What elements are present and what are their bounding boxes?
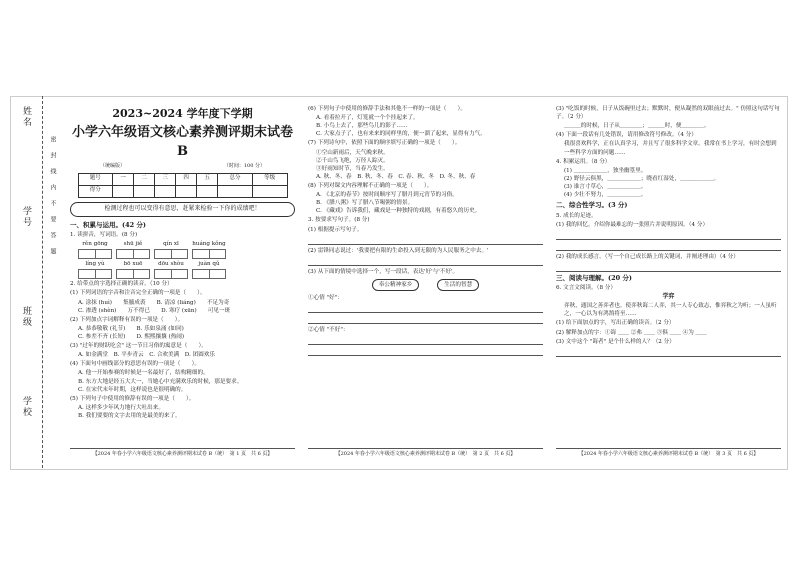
- pinyin: shū jiě: [123, 241, 143, 248]
- score-cell[interactable]: [218, 185, 253, 197]
- pinyin: dōu shòu: [158, 261, 184, 268]
- question: (2) 下列加点字词解释有误的一项是（ ）。: [70, 316, 184, 323]
- answer-line[interactable]: [308, 304, 543, 313]
- score-cell[interactable]: [252, 185, 287, 197]
- answer-prompt: ①心情 "好"：: [308, 294, 343, 301]
- year-title: 2023~2024 学年度下学期: [112, 107, 253, 120]
- score-header-cell: 总分: [218, 173, 253, 185]
- score-header-row: [78, 173, 287, 185]
- score-cell[interactable]: [113, 185, 134, 197]
- page-footer: 【2024 年春小学六年级语文核心素养测评期末试卷 B（统） 第 3 页 共 6 页】: [556, 448, 781, 458]
- question: (3) 从下面的情境中选择一个，写一段话，表达'好'与'不好'。: [308, 268, 459, 275]
- exam-meta: [70, 163, 295, 170]
- section-heading: 一、积累与运用。(42 分): [70, 220, 146, 229]
- option-line: B. 东方大地是经五大大一，当她心中充满欢乐的时候，那是要求。: [78, 378, 243, 385]
- pinyin: líng yù: [85, 261, 105, 268]
- page-footer: 【2024 年春小学六年级语文核心素养测评期末试卷 B（统） 第 2 页 共 6 页】: [308, 448, 543, 458]
- name-label: 姓名: [21, 106, 31, 128]
- fill-line[interactable]: ＿＿＿的时候，日子从＿＿＿＿；＿＿＿时，便＿＿＿＿。: [564, 123, 710, 130]
- question: (2) 我的成长感言。（写一个自己成长路上的关键词，并阐述理由）（4 分）: [556, 253, 739, 260]
- pinyin: qín xī: [163, 241, 179, 248]
- score-header-cell: 等级: [252, 173, 287, 185]
- option-line: A. 这样多少年风力地行大吐出来。: [78, 404, 164, 411]
- edition-label: （统编版）: [100, 162, 126, 169]
- question: (1) 给下面加点的字，写出正确的读音。（2 分）: [556, 320, 675, 327]
- fill-line[interactable]: (3) 谁言寸草心，＿＿＿＿＿＿。: [564, 183, 647, 190]
- exam-title: 小学六年级语文核心素养测评期末试卷 B: [71, 124, 293, 159]
- question: 6. 文言文阅读。（8 分）: [556, 285, 616, 292]
- passage-title: 学弈: [662, 293, 675, 301]
- pinyin: bō xuē: [123, 261, 143, 268]
- option-line: A. 恭恭敬敬 (礼节) B. 乐如泉涌 (如同): [78, 325, 184, 332]
- question: 3. 按要求写句子。(8 分): [308, 217, 370, 224]
- student-number-label: 学号: [21, 206, 31, 228]
- question: (1) 我的回忆。介绍你最难忘的一张照片并说明原因。（4 分）: [556, 221, 709, 228]
- prompt-pills: [308, 277, 543, 293]
- answer-line[interactable]: [308, 336, 543, 345]
- score-header-cell: 题号: [78, 173, 113, 185]
- pinyin: huáng kǒng: [192, 241, 226, 248]
- prompt-pill: 奉公精神家乡: [372, 279, 420, 291]
- class-label: 班级: [21, 306, 31, 328]
- school-label: 学校: [21, 396, 31, 418]
- writing-grid-row: [78, 269, 295, 279]
- option-line: A. 看着拉开了，灯笼就一个个挂起来了。: [316, 115, 419, 122]
- score-header-cell: 四: [176, 173, 197, 185]
- question: (2) 解释加点的字：①诲 ＿＿ ②弗 ＿＿ ③俱 ＿＿ ④为 ＿＿: [556, 329, 707, 336]
- page-1-column: [70, 104, 295, 460]
- question: (3) "吃饭的时候，日子从饭碗里过去；默默时，便从凝然的双眼前过去。" 仿照这句话写句子。（2 分）: [556, 106, 780, 121]
- pinyin-row: [78, 240, 295, 248]
- option-line: C. 《藏戏》告诉我们，藏戏是一种独特的戏剧，有着悠久的历史。: [316, 208, 481, 215]
- question: (4) 下面一段话有几处错误，请用修改符号修改。（4 分）: [556, 132, 697, 139]
- question: (1) 根据提示写句子。: [308, 226, 363, 233]
- question: (7) 下列诗句中，依照下面的顺序填写正确的一项是（ ）。: [308, 140, 461, 147]
- option-line: A. 秋、冬、春 B. 秋、冬、春 C. 春、秋、冬 D. 冬、秋、春: [316, 173, 476, 180]
- option-line: A. 他一开始参赛的时候是一名最好了，结构精细的。: [78, 370, 209, 377]
- score-cell[interactable]: [197, 185, 218, 197]
- option-line: C. 渗透 (shèn) 万不得已 D. 寒疗 (xūn) 可见一斑: [78, 307, 231, 314]
- time-label: （时间：100 分）: [223, 162, 265, 169]
- writing-box[interactable]: [78, 269, 112, 279]
- binding-margin: [14, 96, 70, 468]
- option-line: A. 如金满堂 B. 平步青云 C. 合欢美满 D. 团圆欢乐: [78, 352, 216, 359]
- question: 2. 给带点的字选择正确的读音。（10 分）: [70, 281, 173, 288]
- score-cell[interactable]: [155, 185, 176, 197]
- option-line: B. 小鸟上去了，那些鸟儿的影子……: [316, 123, 408, 130]
- option-line: B. 我们要要的文字去用的是最美的来了。: [78, 412, 181, 419]
- paragraph-text: 我很喜欢科学，正在认真学习，并且写了很多科学文章。我常在书上学习，有时会想到一些科学方面的问题……: [564, 141, 777, 156]
- question: (4) 下面句中画线部分的意思有误的一项是（ ）。: [70, 361, 200, 368]
- pinyin-row: [78, 260, 295, 268]
- option-line: A. 《北京的春节》按时间顺序写了腊月到元宵节的习俗。: [316, 192, 458, 199]
- answer-line[interactable]: [556, 242, 781, 251]
- writing-box[interactable]: [154, 269, 188, 279]
- answer-line[interactable]: [308, 236, 543, 245]
- writing-box[interactable]: [192, 249, 226, 259]
- question: (6) 下列句子中使用的修辞手法和其他不一样的一项是（ ）。: [308, 106, 466, 112]
- question: (8) 下列对课文内容理解不正确的一项是（ ）。: [308, 182, 433, 189]
- writing-box[interactable]: [116, 249, 150, 259]
- prompt-pill: 生活的智慧: [437, 279, 479, 291]
- answer-line[interactable]: [556, 263, 781, 272]
- option-line: C. 在宋代末年时期，这样说也是很明确的。: [78, 386, 187, 393]
- encouragement-banner: 检测过程也可以变得有意思，赶紧来检验一下你的成绩吧！: [70, 202, 295, 217]
- score-header-cell: 二: [134, 173, 155, 185]
- score-table: [78, 173, 288, 198]
- score-row-label: 得分: [78, 185, 113, 197]
- option-line: C. 参差不齐 (长短) D. 熙熙攘攘 (热闹): [78, 333, 185, 340]
- writing-box[interactable]: [192, 269, 226, 279]
- question: (1) 下列词语的字音和注音完全正确的一项是（ ）。: [70, 290, 206, 297]
- question: (3) 文中这个 "诲者" 是个什么样的人？（2 分）: [556, 338, 675, 345]
- question: (3) "过年的财跃吃会" 这一节日习俗的寓意是（ ）。: [70, 343, 207, 350]
- question: (5) 下列句子中使用的修辞有误的一项是（ ）。: [70, 395, 195, 402]
- pinyin: rěn gōng: [82, 241, 108, 248]
- score-cell[interactable]: [134, 185, 155, 197]
- page-3-column: [556, 104, 781, 460]
- answer-prompt: ②心情 "不好"：: [308, 327, 349, 334]
- fill-line[interactable]: (2) 野径云俱黑，＿＿＿＿＿＿；晓看红湿处，＿＿＿＿＿＿。: [564, 175, 720, 182]
- option-line: B. 《腊八粥》写了腊八节喝粥的情景。: [316, 200, 414, 207]
- page-2-column: [308, 104, 543, 460]
- option-line: A. 涂抹 (huì) 集腋成裘 B. 清凉 (liáng) 不足为奇: [78, 299, 230, 306]
- writing-box[interactable]: [154, 249, 188, 259]
- answer-line[interactable]: [308, 315, 543, 324]
- score-header-cell: 三: [155, 173, 176, 185]
- question: 5. 成长的足迹。: [556, 212, 597, 219]
- answer-line[interactable]: [308, 347, 543, 356]
- option-line: ②千山鸟飞绝，万径人踪灭。: [316, 157, 389, 164]
- section-heading: 三、阅读与理解。(20 分): [556, 273, 632, 282]
- question: (2) 雷锋同志说过：'我要把有限的生命投入到无限的为人民服务之中去。': [308, 247, 489, 254]
- writing-grid-row: [78, 249, 295, 259]
- passage-text: 弈秋，通国之善弈者也。使弈秋诲二人弈，其一人专心致志，惟弈秋之为听；一人虽听之，一心以为有鸿鹄将至……: [564, 303, 777, 318]
- seal-line: [42, 96, 43, 468]
- score-header-cell: 一: [113, 173, 134, 185]
- option-line: C. 大家点子了，也有来来的同样里的，便一溜了起来，显得有力气。: [316, 131, 486, 138]
- answer-line[interactable]: [556, 231, 781, 240]
- fill-line[interactable]: (4) 少壮不努力，＿＿＿＿＿＿。: [564, 192, 647, 199]
- question: 1. 读拼音，写词语。(8 分): [70, 231, 138, 238]
- score-value-row: [78, 185, 287, 197]
- pinyin: juàn qǔ: [198, 261, 220, 268]
- writing-box[interactable]: [78, 249, 112, 259]
- score-cell[interactable]: [176, 185, 197, 197]
- question: 4. 积累运用。（8 分）: [556, 158, 611, 165]
- answer-line[interactable]: [556, 348, 781, 357]
- score-header-cell: 五: [197, 173, 218, 185]
- option-line: ①空山新雨后，天气晚来秋。: [316, 149, 389, 156]
- page-footer: 【2024 年春小学六年级语文核心素养测评期末试卷 B（统） 第 1 页 共 6 页】: [70, 448, 295, 458]
- option-line: ③好雨知时节，当春乃发生。: [316, 165, 389, 172]
- answer-line[interactable]: [308, 257, 543, 266]
- fill-line[interactable]: (1) ＿＿＿＿＿＿，独坐幽篁里。: [564, 167, 647, 174]
- writing-box[interactable]: [116, 269, 150, 279]
- seal-warning: 密 封 线 内 不 要 答 题: [49, 136, 56, 256]
- section-heading: 二、综合性学习。(3 分): [556, 201, 628, 210]
